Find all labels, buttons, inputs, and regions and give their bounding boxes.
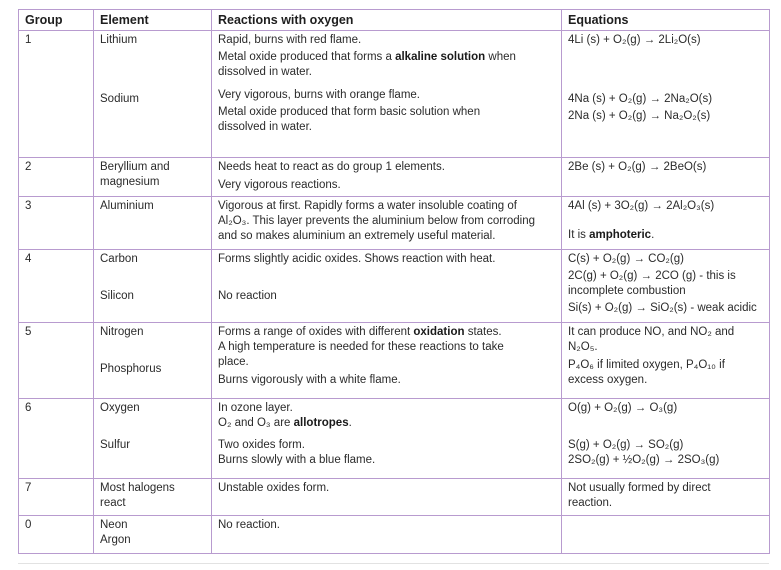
element-cell: Nitrogen Phosphorus xyxy=(94,323,212,399)
equation-cell: 4Al (s) + 3O₂(g) → 2Al₂O₃(s) It is amphoteric. xyxy=(562,197,770,250)
header-element: Element xyxy=(94,10,212,31)
reaction-cell: Unstable oxides form. xyxy=(212,479,562,516)
reaction-cell: Vigorous at first. Rapidly forms a water insoluble coating of Al₂O₃. This layer prevents the aluminium below from corroding and so makes aluminium an extremely useful material. xyxy=(212,197,562,250)
table-row xyxy=(19,31,770,158)
element-cell xyxy=(94,31,212,158)
table-row xyxy=(19,158,770,197)
reaction-cell: Rapid, burns with red flame. Metal oxide produced that forms a alkaline solution when dissolved in water. Very vigorous, burns with orange flame. Metal oxide produced that form basic solution when dissolved in water. xyxy=(212,31,562,158)
reaction-cell: Forms a range of oxides with different oxidation states. A high temperature is needed for these reactions to take place. Burns vigorously with a white flame. xyxy=(212,323,562,399)
equation-cell: Not usually formed by direct reaction. xyxy=(562,479,770,516)
group-cell: 3 xyxy=(19,197,94,250)
equation-cell: 4Li (s) + O₂(g) → 2Li₂O(s) 4Na (s) + O₂(g) → 2Na₂O(s) 2Na (s) + O₂(g) → Na₂O₂(s) xyxy=(562,31,770,158)
reaction-cell: No reaction. xyxy=(212,516,562,554)
table-row xyxy=(19,323,770,399)
element-cell: Most halogens react xyxy=(94,479,212,516)
header-reactions: Reactions with oxygen xyxy=(212,10,562,31)
equation-cell: 2Be (s) + O₂(g) → 2BeO(s) xyxy=(562,158,770,197)
element-cell: Carbon Silicon xyxy=(94,250,212,323)
element-sodium: Sodium xyxy=(100,93,139,105)
table-row xyxy=(19,516,770,554)
group-cell: 1 xyxy=(19,31,94,158)
reaction-cell: Needs heat to react as do group 1 elements. Very vigorous reactions. xyxy=(212,158,562,197)
table-row xyxy=(19,197,770,250)
reaction-cell: In ozone layer. O₂ and O₃ are allotropes. Two oxides form. Burns slowly with a blue flame. xyxy=(212,399,562,479)
header-equations: Equations xyxy=(562,10,770,31)
element-lithium: Lithium xyxy=(100,34,138,46)
table-row xyxy=(19,250,770,323)
equation-cell xyxy=(562,516,770,554)
reaction-cell: Forms slightly acidic oxides. Shows reaction with heat. No reaction xyxy=(212,250,562,323)
group-cell: 5 xyxy=(19,323,94,399)
group-cell: 6 xyxy=(19,399,94,479)
group-cell: 7 xyxy=(19,479,94,516)
group-cell: 4 xyxy=(19,250,94,323)
header-row xyxy=(19,10,770,31)
group-cell: 2 xyxy=(19,158,94,197)
equation-cell: It can produce NO, and NO₂ and N₂O₅. P₄O₆ if limited oxygen, P₄O₁₀ if excess oxygen. xyxy=(562,323,770,399)
oxygen-reactions-table xyxy=(18,9,770,554)
table-row xyxy=(19,479,770,516)
group-cell: 0 xyxy=(19,516,94,554)
equation-cell: C(s) + O₂(g) → CO₂(g) 2C(g) + O₂(g) → 2CO (g) - this is incomplete combustion Si(s) + O₂(g) → SiO₂(s) - weak acidic xyxy=(562,250,770,323)
element-cell: Aluminium xyxy=(94,197,212,250)
equation-cell: O(g) + O₂(g) → O₃(g) S(g) + O₂(g) → SO₂(g) 2SO₂(g) + ½O₂(g) → 2SO₃(g) xyxy=(562,399,770,479)
bottom-divider xyxy=(18,563,769,564)
table-row xyxy=(19,399,770,479)
element-cell: Neon Argon xyxy=(94,516,212,554)
element-cell: Oxygen Sulfur xyxy=(94,399,212,479)
header-group: Group xyxy=(19,10,94,31)
element-cell: Beryllium and magnesium xyxy=(94,158,212,197)
